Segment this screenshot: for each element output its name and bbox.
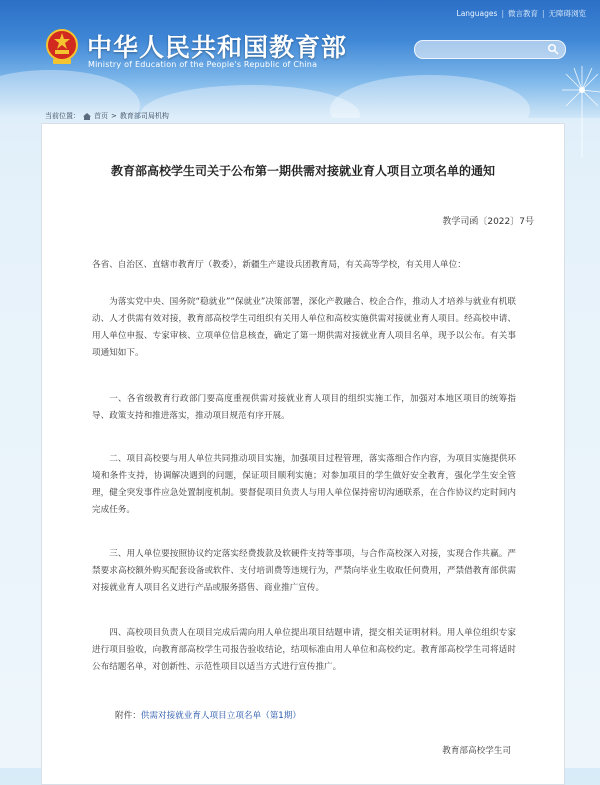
breadcrumb-section-link[interactable]: 教育部司局机构 bbox=[119, 112, 169, 120]
search-icon[interactable] bbox=[547, 43, 559, 55]
paragraph-item-1: 一、各省级教育行政部门要高度重视供需对接就业育人项目的组织实施工作，加强对本地区项目的统筹指导、政策支持和推进落实，推动项目规范有序开展。 bbox=[92, 394, 516, 421]
search-input[interactable] bbox=[423, 43, 545, 57]
breadcrumb-home-link[interactable]: 首页 bbox=[94, 112, 108, 120]
breadcrumb-prefix: 当前位置： bbox=[45, 112, 80, 120]
site-title[interactable]: 中华人民共和国教育部 bbox=[87, 33, 348, 62]
attachment-link[interactable]: 供需对接就业育人项目立项名单（第1期） bbox=[140, 711, 301, 721]
attachment-line bbox=[115, 709, 301, 721]
paragraph-item-2: 二、项目高校要与用人单位共同推动项目实施，加强项目过程管理，落实落细合作内容，为项目实施提供环境和条件支持，协调解决遇到的问题，保证项目顺利实施；对参加项目的学生做好安全教育，强化学生安全管理，健全突发事件应急处置制度机制。要督促项目负责人与用人单位保持密切沟通联系，在合作协议约定时间内完成任务。 bbox=[92, 454, 516, 515]
top-nav bbox=[457, 8, 586, 19]
home-icon bbox=[83, 113, 91, 120]
languages-link[interactable]: Languages bbox=[456, 9, 498, 18]
cloud-decoration bbox=[140, 85, 360, 118]
site-header bbox=[0, 0, 600, 118]
paragraph-intro: 为落实党中央、国务院“稳就业”“保就业”决策部署，深化产教融合、校企合作，推动人才培养与就业有机联动、人才供需有效对接，教育部高校学生司组织有关用人单位和高校实施供需对接就业育人项目。经高校申请、用人单位申报、专家审核、立项单位信息核查，确定了第一期供需对接就业育人项目名单，现予以公布。有关事项通知如下。 bbox=[92, 297, 516, 358]
site-subtitle: Ministry of Education of the People's Republic of China bbox=[88, 60, 318, 69]
salutation: 各省、自治区、直辖市教育厅（教委），新疆生产建设兵团教育局，有关高等学校，有关用人单位： bbox=[92, 260, 466, 270]
nav-separator: | bbox=[541, 9, 545, 18]
signature: 教育部高校学生司 bbox=[442, 746, 511, 756]
attachment-prefix: 附件： bbox=[115, 711, 141, 721]
cloud-decoration bbox=[330, 75, 530, 118]
article-panel bbox=[41, 123, 565, 785]
breadcrumb bbox=[45, 111, 169, 121]
breadcrumb-separator: > bbox=[111, 112, 117, 120]
article-title: 教育部高校学生司关于公布第一期供需对接就业育人项目立项名单的通知 bbox=[110, 164, 495, 178]
weibo-link[interactable]: 微言教育 bbox=[507, 9, 538, 18]
paragraph-item-4: 四、高校项目负责人在项目完成后需向用人单位提出项目结题申请，提交相关证明材料。用人单位组织专家进行项目验收，向教育部高校学生司报告验收结论，结项标准由用人单位和高校约定。教育部高校学生司将适时公布结题名单，对创新性、示范性项目以适当方式进行宣传推广。 bbox=[92, 628, 516, 672]
nav-separator: | bbox=[501, 9, 504, 18]
national-emblem-icon bbox=[45, 28, 79, 66]
document-number: 教学司函〔2022〕7号 bbox=[442, 217, 534, 227]
search-box bbox=[414, 40, 566, 59]
paragraph-item-3: 三、用人单位要按照协议约定落实经费拨款及软硬件支持等事项，与合作高校深入对接，实现合作共赢。严禁要求高校额外购买配套设备或软件、支付培训费等违规行为，严禁向毕业生收取任何费用，严禁借教育部供需对接就业育人项目名义进行产品或服务搭售、商业推广宣传。 bbox=[92, 549, 516, 593]
accessible-browse-link[interactable]: 无障碍浏览 bbox=[548, 9, 586, 18]
